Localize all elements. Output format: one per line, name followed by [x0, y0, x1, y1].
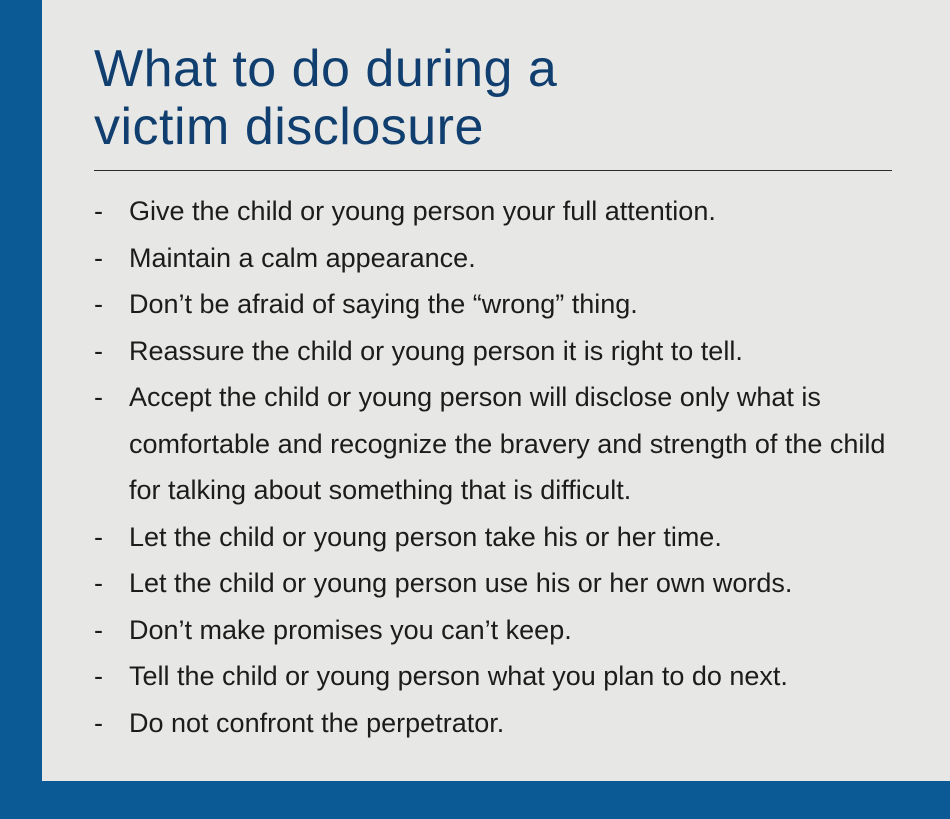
list-item: [94, 328, 904, 375]
bullet-dash: -: [94, 661, 103, 691]
guidance-list: [94, 188, 904, 746]
list-item: [94, 374, 904, 514]
title-divider: [94, 170, 892, 171]
list-item-text: Tell the child or young person what you plan to do next.: [129, 661, 788, 691]
list-item-text: Maintain a calm appearance.: [129, 242, 476, 273]
list-item: [94, 607, 904, 654]
bullet-dash: -: [94, 242, 103, 273]
list-item: [94, 653, 904, 700]
list-item: [94, 281, 904, 328]
list-item-text: Give the child or young person your full attention.: [129, 196, 716, 226]
panel-title: [94, 40, 914, 156]
list-item-text: Don’t make promises you can’t keep.: [129, 614, 572, 645]
bullet-dash: -: [94, 289, 103, 319]
bullet-dash: -: [94, 707, 103, 738]
info-panel: [42, 0, 950, 781]
list-item-text: Don’t be afraid of saying the “wrong” thing.: [129, 289, 638, 319]
bullet-dash: -: [94, 521, 103, 552]
list-item: [94, 514, 904, 561]
list-item-text: Accept the child or young person will disclose only what is comfortable and recognize the bravery and strength of the child for talking about something that is difficult.: [129, 382, 886, 505]
bullet-dash: -: [94, 614, 103, 645]
bullet-dash: -: [94, 382, 103, 412]
bullet-dash: -: [94, 335, 103, 366]
list-item-text: Let the child or young person take his or her time.: [129, 521, 722, 552]
bullet-dash: -: [94, 568, 103, 598]
list-item: [94, 188, 904, 235]
list-item: [94, 560, 904, 607]
list-item-text: Do not confront the perpetrator.: [129, 707, 505, 738]
list-item-text: Let the child or young person use his or her own words.: [129, 568, 793, 598]
title-line-2: victim disclosure: [94, 98, 484, 156]
list-item: [94, 700, 904, 747]
title-line-1: What to do during a: [94, 40, 558, 98]
list-item-text: Reassure the child or young person it is right to tell.: [129, 335, 743, 366]
list-item: [94, 235, 904, 282]
bullet-dash: -: [94, 196, 103, 226]
